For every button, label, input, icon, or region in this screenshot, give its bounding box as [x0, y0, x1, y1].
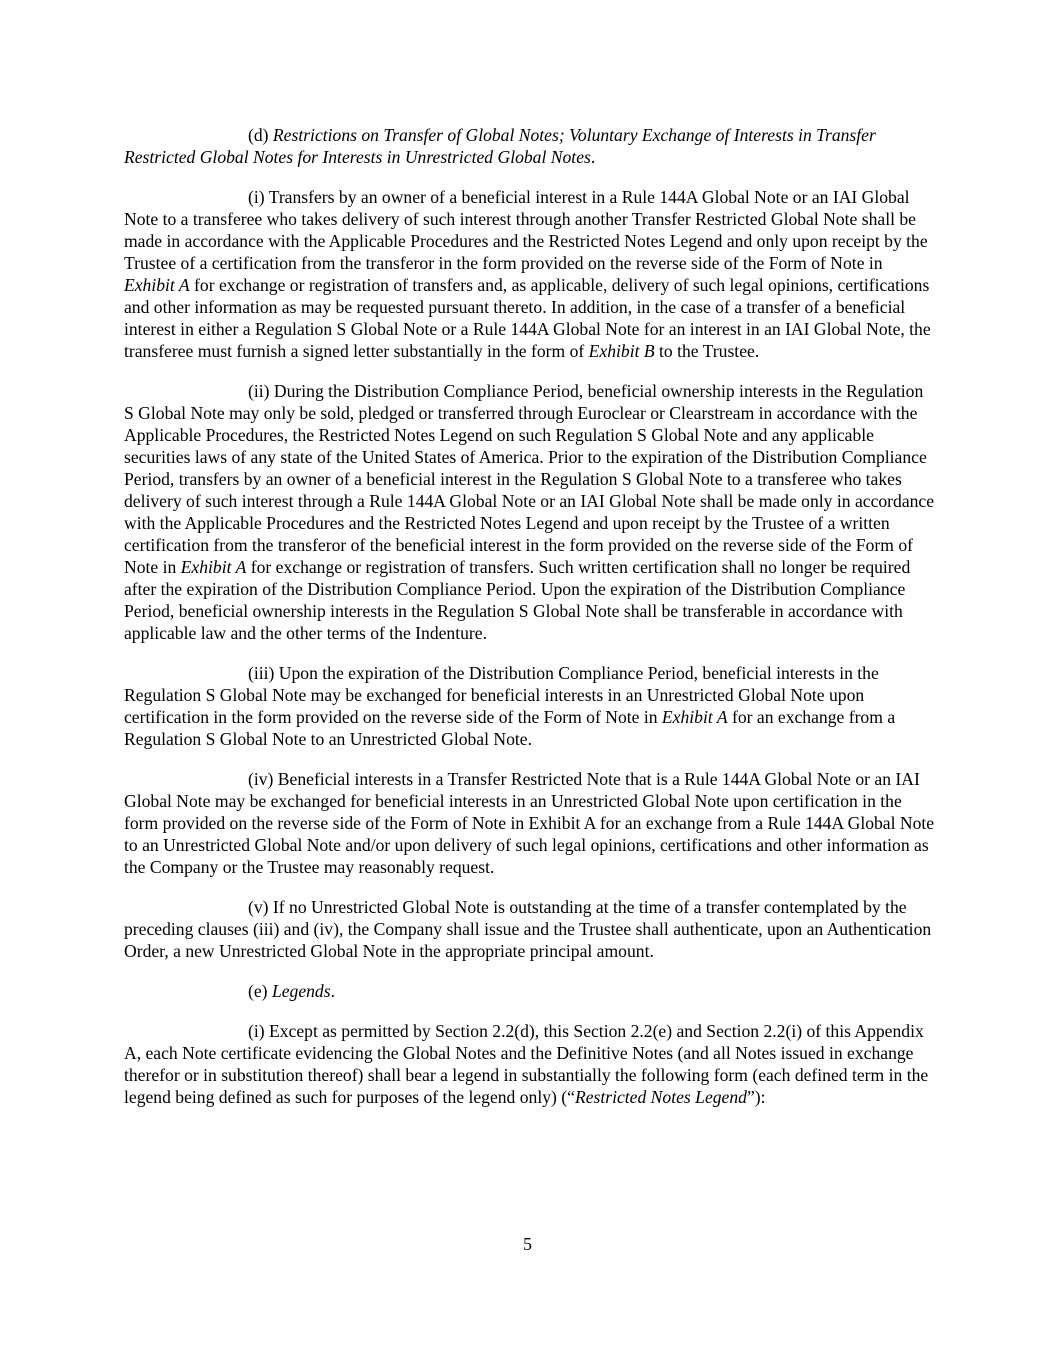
section-d-label: (d) — [248, 125, 273, 145]
paragraph-d-ii-text-1: (ii) During the Distribution Compliance Period, beneficial ownership interests in the Regulation S Global Note may only be sold, pledged or transferred through Euroclear or Clearstream in accordance with the Applicable Procedures, the Restricted Notes Legend on such Regulation S Global Note and any applicable securities laws of any state of the United States of America. Prior to the expiration of the Distribution Compliance Period, transfers by an owner of a beneficial interest in the Regulation S Global Note to a transferee who takes delivery of such interest through a Rule 144A Global Note or an IAI Global Note shall be made only in accordance with the Applicable Procedures and the Restricted Notes Legend and upon receipt by the Trustee of a written certification from the transferor of the beneficial interest in the form provided on the reverse side of the Form of Note in — [124, 381, 935, 577]
paragraph-d-ii-text-2: for exchange or registration of transfers. Such written certification shall no longer be required after the expiration of the Distribution Compliance Period. Upon the expiration of the Distribution Compliance Period, beneficial ownership interests in the Regulation S Global Note shall be transferable in accordance with applicable law and the other terms of the Indenture. — [124, 557, 911, 643]
paragraph-d-i-text-1: (i) Transfers by an owner of a beneficial interest in a Rule 144A Global Note or an IAI Global Note to a transferee who takes delivery of such interest through another Transfer Restricted Global Note shall be made in accordance with the Applicable Procedures and the Restricted Notes Legend and only upon receipt by the Trustee of a certification from the transferor in the form provided on the reverse side of the Form of Note in — [124, 187, 928, 273]
paragraph-d-iii-text-1: (iii) Upon the expiration of the Distribution Compliance Period, beneficial interests in the Regulation S Global Note may be exchanged for beneficial interests in an Unrestricted Global Note upon certification in the form provided on the reverse side of the Form of Note in — [124, 663, 879, 727]
paragraph-d-i — [124, 186, 936, 362]
paragraph-e-i-text-1: (i) Except as permitted by Section 2.2(d), this Section 2.2(e) and Section 2.2(i) of this Appendix A, each Note certificate evidencing the Global Notes and the Definitive Notes (and all Notes issued in exchange therefor or in substitution thereof) shall bear a legend in substantially the following form (each defined term in the legend being defined as such for purposes of the legend only) (“ — [124, 1021, 929, 1107]
section-d-title: Restrictions on Transfer of Global Notes; Voluntary Exchange of Interests in Transfer Restricted Global Notes for Interests in Unrestricted Global Notes — [124, 125, 876, 167]
paragraph-e-i-text-2: ”): — [746, 1087, 766, 1107]
paragraph-d-iv: (iv) Beneficial interests in a Transfer Restricted Note that is a Rule 144A Global Note or an IAI Global Note may be exchanged for beneficial interests in an Unrestricted Global Note upon certification in the form provided on the reverse side of the Form of Note in Exhibit A for an exchange from a Rule 144A Global Note to an Unrestricted Global Note and/or upon delivery of such legal opinions, certifications and other information as the Company or the Trustee may reasonably request. — [124, 769, 935, 877]
paragraph-d-v: (v) If no Unrestricted Global Note is outstanding at the time of a transfer contemplated by the preceding clauses (iii) and (iv), the Company shall issue and the Trustee shall authenticate, upon an Authentication Order, a new Unrestricted Global Note in the appropriate principal amount. — [124, 897, 932, 961]
section-e-heading — [124, 980, 936, 1002]
exhibit-b-reference: Exhibit B — [588, 341, 655, 361]
paragraph-e-i — [124, 1020, 936, 1108]
section-d-heading — [124, 124, 936, 168]
paragraph-d-iii-text-2: for an exchange from a Regulation S Global Note to an Unrestricted Global Note. — [124, 707, 896, 749]
exhibit-a-reference: Exhibit A — [661, 707, 728, 727]
exhibit-a-reference: Exhibit A — [180, 557, 247, 577]
paragraph-d-i-text-3: to the Trustee. — [654, 341, 760, 361]
restricted-notes-legend-term: Restricted Notes Legend — [574, 1087, 747, 1107]
document-page — [124, 124, 936, 1126]
paragraph-d-i-text-2: for exchange or registration of transfers and, as applicable, delivery of such legal opinions, certifications and other information as may be requested pursuant thereto. In addition, in the case of a transfer of a beneficial interest in either a Regulation S Global Note or a Rule 144A Global Note for an interest in an IAI Global Note, the transferee must furnish a signed letter substantially in the form of — [124, 275, 931, 361]
exhibit-a-reference: Exhibit A — [124, 275, 190, 295]
paragraph-d-iii — [124, 662, 936, 750]
paragraph-d-ii — [124, 380, 936, 644]
page-number: 5 — [523, 1234, 532, 1254]
section-e-label: (e) — [248, 981, 272, 1001]
section-e-title: Legends — [271, 981, 331, 1001]
section-e-period: . — [330, 981, 335, 1001]
section-d-period: . — [590, 147, 596, 167]
